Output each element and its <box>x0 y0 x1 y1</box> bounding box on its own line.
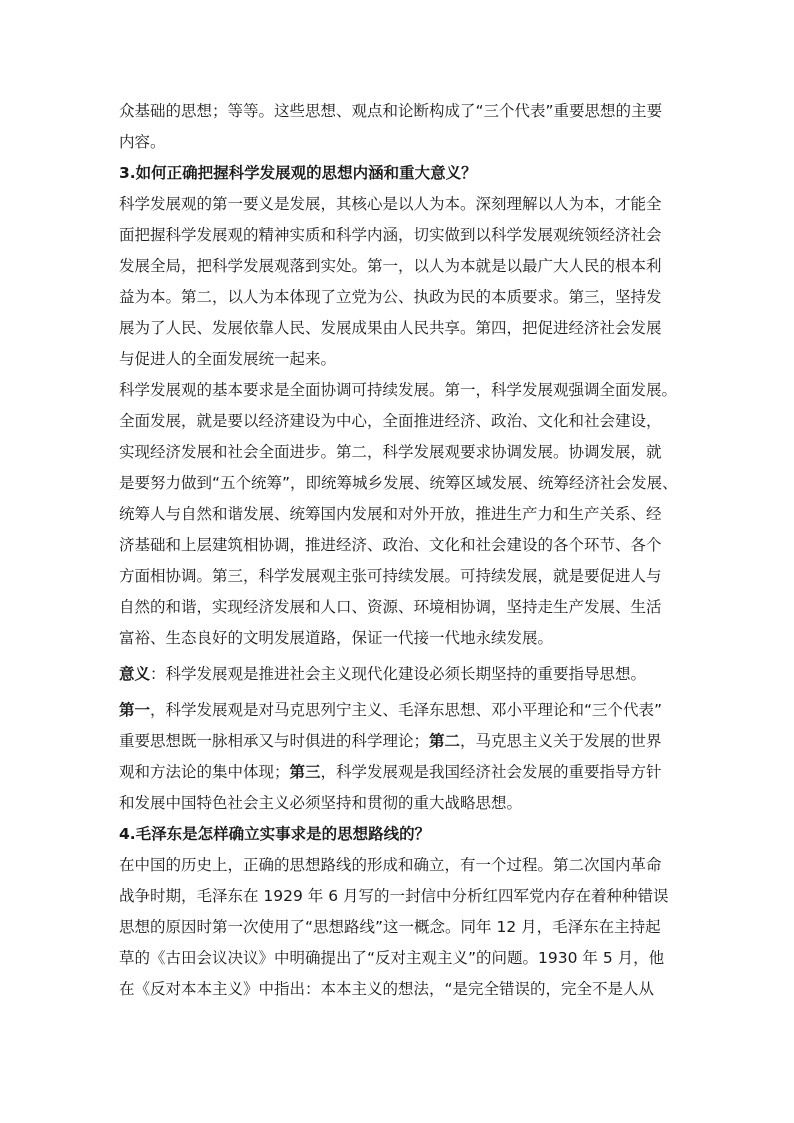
section3-tail-paragraph <box>119 96 679 158</box>
text-line: 与促进人的全面发展统一起来。 <box>119 350 337 368</box>
q3-paragraph-1 <box>119 189 679 375</box>
text-line <box>119 659 679 690</box>
text-line: 实现经济发展和社会全面进步。第二，科学发展观要求协调发展。协调发展，就 <box>119 443 662 461</box>
document-page <box>119 96 679 1005</box>
text-line: 在中国的历史上，正确的思想路线的形成和确立，有一个过程。第二次国内革命 <box>119 856 662 874</box>
point-text: ，马克思主义关于发展的世界 <box>460 732 662 750</box>
text-line: 益为本。第二，以人为本体现了立党为公、执政为民的本质要求。第三，坚持发 <box>119 288 662 306</box>
text-line: 和发展中国特色社会主义必须坚持和贯彻的重大战略思想。 <box>119 794 523 812</box>
q3-paragraph-2 <box>119 375 679 654</box>
text-line: 发展全局，把科学发展观落到实处。第一，以人为本就是以最广大人民的根本利 <box>119 257 662 275</box>
point-text: ，科学发展观是我国经济社会发展的重要指导方针 <box>320 763 662 781</box>
meaning-label: 意义 <box>119 665 151 683</box>
question-3-heading: 3.如何正确把握科学发展观的思想内涵和重大意义？ <box>119 164 477 182</box>
meaning-text: ：科学发展观是推进社会主义现代化建设必须长期坚持的重要指导思想。 <box>150 665 647 683</box>
text-line: 科学发展观的基本要求是全面协调可持续发展。第一，科学发展观强调全面发展。 <box>119 381 678 399</box>
text-line <box>119 726 679 757</box>
point-text: ，科学发展观是对马克思列宁主义、毛泽东思想、邓小平理论和“三个代表” <box>150 701 663 719</box>
point-first-label: 第一 <box>119 701 151 719</box>
text-line: 方面相协调。第三，科学发展观主张可持续发展。可持续发展，就是要促进人与 <box>119 567 662 585</box>
point-text: 观和方法论的集中体现； <box>119 763 290 781</box>
text-line: 面把握科学发展观的精神实质和科学内涵，切实做到以科学发展观统领经济社会 <box>119 226 662 244</box>
text-line: 众基础的思想；等等。这些思想、观点和论断构成了“三个代表”重要思想的主要 <box>119 102 663 120</box>
text-line: 富裕、生态良好的文明发展道路，保证一代接一代地永续发展。 <box>119 629 554 647</box>
q4-paragraph-1 <box>119 850 679 1005</box>
text-line: 思想的原因时第一次使用了“思想路线”这一概念。同年 12 月，毛泽东在主持起 <box>119 918 661 936</box>
text-line <box>119 757 679 788</box>
text-line: 科学发展观的第一要义是发展，其核心是以人为本。深刻理解以人为本，才能全 <box>119 195 662 213</box>
text-line: 草的《古田会议决议》中明确提出了“反对主观主义”的问题。1930 年 5 月，他 <box>119 949 665 967</box>
text-line: 全面发展，就是要以经济建设为中心，全面推进经济、政治、文化和社会建设， <box>119 412 662 430</box>
text-line: 内容。 <box>119 133 166 151</box>
text-line <box>119 695 679 726</box>
q3-meaning-summary <box>119 659 679 690</box>
q3-meaning-points <box>119 695 679 819</box>
point-text: 重要思想既一脉相承又与时俱进的科学理论； <box>119 732 430 750</box>
question-4-heading: 4.毛泽东是怎样确立实事求是的思想路线的？ <box>119 825 431 843</box>
text-line: 是要努力做到“五个统筹”，即统筹城乡发展、统筹区域发展、统筹经济社会发展、 <box>119 474 678 492</box>
point-third-label: 第三 <box>289 763 321 781</box>
text-line: 统筹人与自然和谐发展、统筹国内发展和对外开放，推进生产力和生产关系、经 <box>119 505 662 523</box>
text-line: 自然的和谐，实现经济发展和人口、资源、环境相协调，坚持走生产发展、生活 <box>119 598 662 616</box>
text-line: 展为了人民、发展依靠人民、发展成果由人民共享。第四，把促进经济社会发展 <box>119 319 662 337</box>
text-line: 在《反对本本主义》中指出：本本主义的想法，“是完全错误的，完全不是人从 <box>119 980 655 998</box>
point-second-label: 第二 <box>429 732 461 750</box>
text-line: 济基础和上层建筑相协调，推进经济、政治、文化和社会建设的各个环节、各个 <box>119 536 662 554</box>
text-line: 战争时期，毛泽东在 1929 年 6 月写的一封信中分析红四军党内存在着种种错误 <box>119 887 669 905</box>
